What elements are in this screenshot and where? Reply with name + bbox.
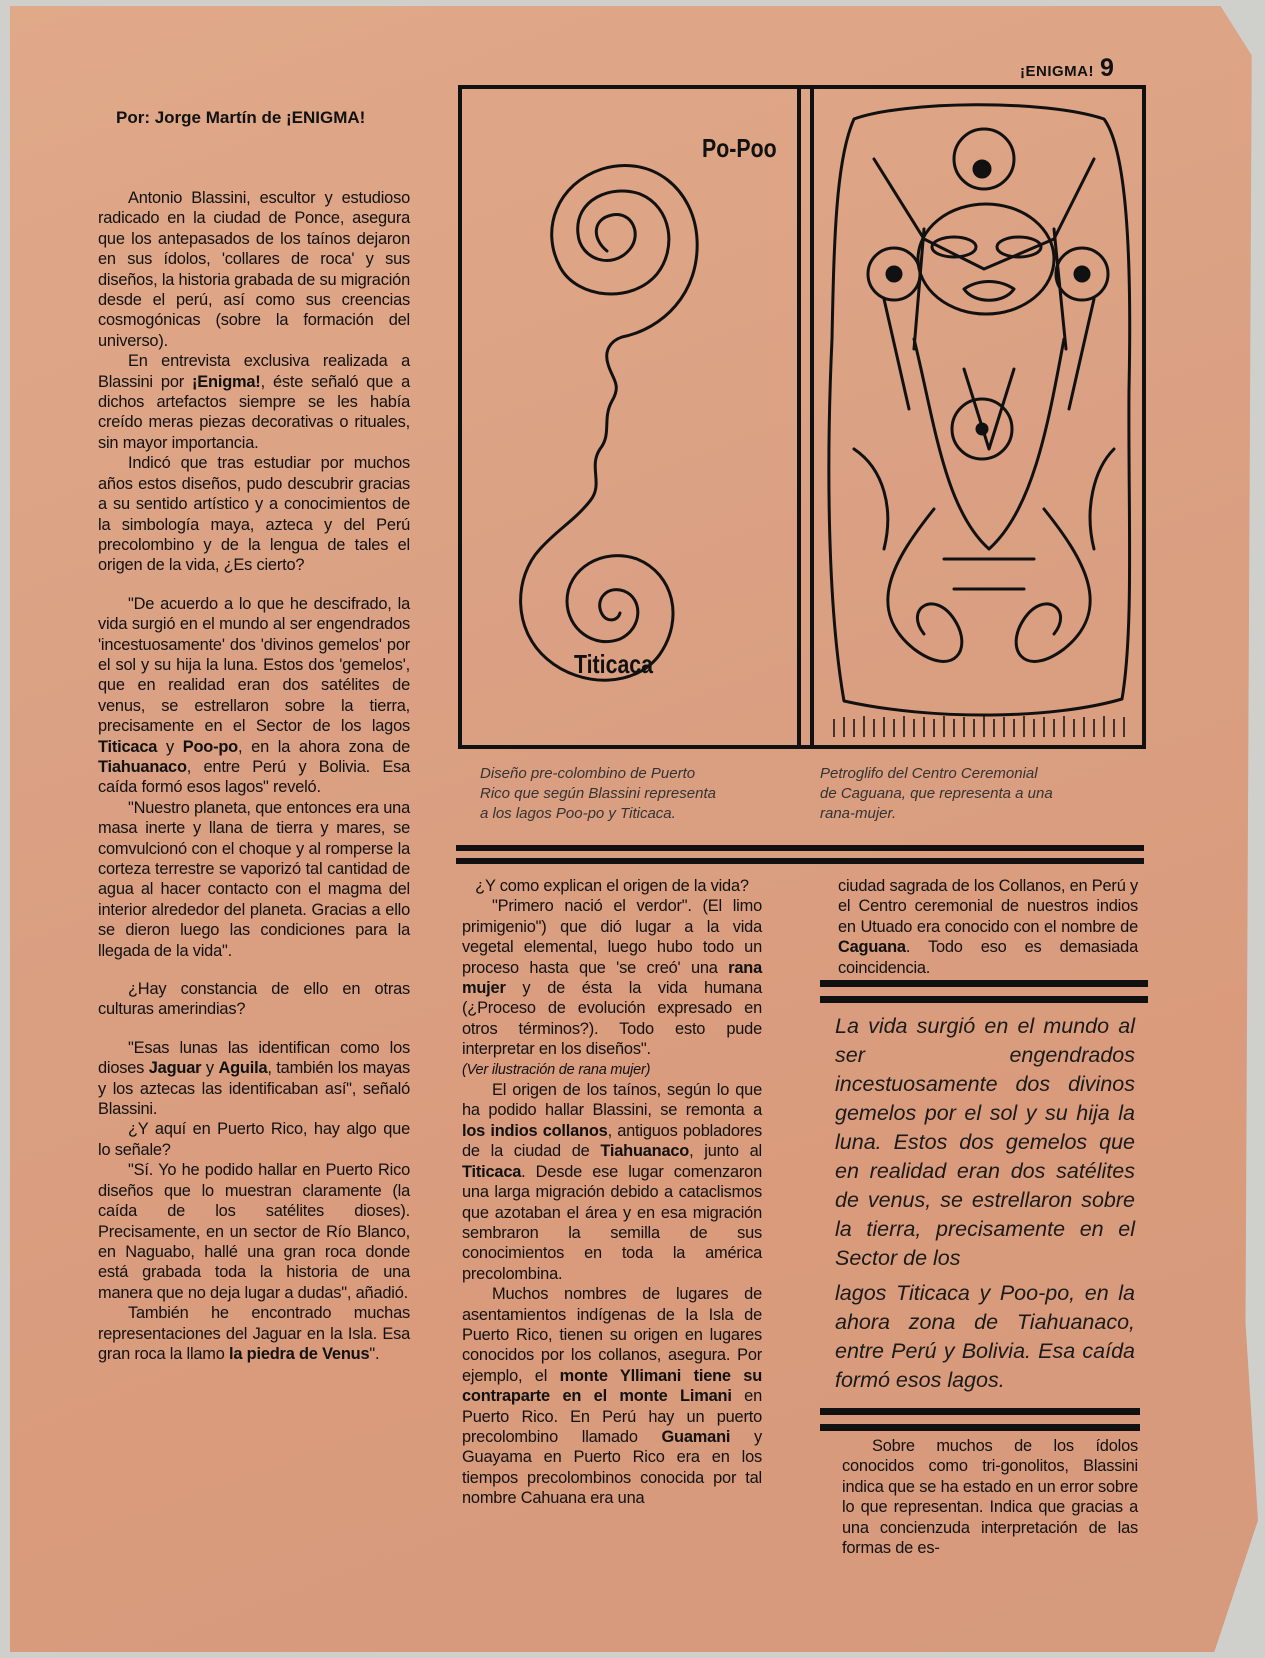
article-column-1 xyxy=(98,188,410,1364)
paragraph: Sobre muchos de los ídolos conocidos como tri-gonolitos, Blassini indica que se ha estado en un error sobre lo que representan. Indica que gracias a una concienzuda interpretación de las formas de es- xyxy=(842,1437,1138,1558)
label-titicaca: Titicaca xyxy=(574,649,654,679)
separator-rule xyxy=(456,858,1144,864)
interview-question: ¿Y como explican el origen de la vida? xyxy=(475,877,749,895)
separator-rule xyxy=(820,980,1148,987)
spiral-design-panel xyxy=(462,89,801,745)
paragraph: Muchos nombres de lugares de asentamientos indígenas de la Isla de Puerto Rico, tienen su origen en lugares conocidos por los collanos, asegura. Por ejemplo, el monte Yllimani tiene su contraparte en el monte Limani en Puerto Rico. En Perú hay un puerto precolombino llamado Guamani y Guayama en Puerto Rico era en los tiempos precolombinos conocida por tal nombre Cahuana era una xyxy=(462,1285,763,1508)
byline: Por: Jorge Martín de ¡ENIGMA! xyxy=(116,108,366,127)
interview-question: ¿Y aquí en Puerto Rico, hay algo que lo señale? xyxy=(98,1120,410,1159)
separator-rule xyxy=(820,1408,1140,1415)
interview-question: ¿Hay constancia de ello en otras culturas amerindias? xyxy=(98,980,410,1019)
article-column-3-continued xyxy=(842,1436,1138,1558)
paragraph: "De acuerdo a lo que he descifrado, la vida surgió en el mundo al ser engendrados 'incestuosamente' dos 'divinos gemelos' por el sol y su hija la luna. Estos dos 'gemelos', que en realidad eran dos satélites de venus, se estrellaron sobre la tierra, precisamente en el Sector de los lagos Titicaca y Poo-po, en la ahora zona de Tiahuanaco, entre Perú y Bolivia. Esa caída formó esos lagos" reveló. xyxy=(98,594,411,797)
paragraph: "Primero nació el verdor". (El limo primigenio") que dió lugar a la vida vegetal elemental, luego hubo todo un proceso hasta que 'se creó' una rana mujer y de ésta la vida humana (¿Proceso de evolución expresado en otros términos?). Todo esto pude interpretar en los diseños". xyxy=(462,897,762,1059)
paragraph: "Sí. Yo he podido hallar en Puerto Rico diseños que lo muestran claramente (la caída de los satélites dioses). Precisamente, en un sector de Río Blanco, en Naguabo, hallé una gran roca donde está grabada toda la historia de una manera que no deja lugar a dudas", añadió. xyxy=(98,1161,410,1302)
separator-rule xyxy=(456,845,1144,851)
illustration-note: (Ver ilustración de rana mujer) xyxy=(462,1061,651,1078)
article-column-3 xyxy=(838,876,1138,978)
caption-right: Petroglifo del Centro Ceremonial de Caguana, que representa a una rana-mujer. xyxy=(820,765,1053,822)
paragraph: Antonio Blassini, escultor y estudioso radicado en la ciudad de Ponce, asegura que los antepasados de los taínos dejaron en sus ídolos, 'collares de roca' y sus diseños, la historia grabada de su migración desde el perú, así como sus creencias cosmogónicas (sobre la formación del universo). xyxy=(98,189,410,350)
illustration-frame xyxy=(458,85,1146,749)
paragraph: "Esas lunas las identifican como los dioses Jaguar y Aguila, también los mayas y los aztecas las identificaban así", señaló Blassini. xyxy=(98,1038,410,1119)
paragraph: Indicó que tras estudiar por muchos años estos diseños, pudo descubrir gracias a su sentido artístico y a conocimientos de la simbología maya, azteca y del Perú precolombino y de la lengua de tales el origen de la vida, ¿Es cierto? xyxy=(98,454,410,575)
caption-left: Diseño pre-colombino de Puerto Rico que según Blassini representa a los lagos Poo-po y Titicaca. xyxy=(480,765,716,822)
paragraph: En entrevista exclusiva realizada a Blassini por ¡Enigma!, éste señaló que a dichos artefactos siempre se les había creído meras piezas decorativas o rituales, sin mayor importancia. xyxy=(98,352,410,452)
pull-quote: La vida surgió en el mundo al ser engendrados incestuosamente dos divinos gemelos por el sol y su hija la luna. Estos dos gemelos que en realidad eran dos satélites de venus, se estrellaron sobre la tierra, precisamente en el Sector de los lagos Titicaca y Poo-po, en la ahora zona de Tiahuanaco, entre Perú y Bolivia. Esa caída formó esos lagos. xyxy=(835,1014,1135,1392)
page-number: 9 xyxy=(1100,54,1114,82)
double-spiral-drawing xyxy=(462,89,797,745)
magazine-name: ¡ENIGMA! xyxy=(1020,63,1094,80)
masthead xyxy=(1020,54,1114,83)
article-column-2 xyxy=(462,876,762,1509)
separator-rule xyxy=(820,996,1148,1003)
paragraph: El origen de los taínos, según lo que ha podido hallar Blassini, se remonta a los indios collanos, antiguos pobladores de la ciudad de Tiahuanaco, junto al Titicaca. Desde ese lugar comenzaron una larga migración debido a cataclismos que azotaban el área y en esa migración sembraron la semilla de sus conocimientos en toda la américa precolombina. xyxy=(462,1081,762,1283)
petroglyph-panel xyxy=(810,89,1146,745)
paragraph: También he encontrado muchas representaciones del Jaguar en la Isla. Esa gran roca la llamo la piedra de Venus". xyxy=(98,1304,410,1363)
frog-woman-petroglyph-drawing xyxy=(814,89,1146,745)
paragraph: ciudad sagrada de los Collanos, en Perú y el Centro ceremonial de nuestros indios en Utuado era conocido con el nombre de Caguana. Todo eso es demasiada coincidencia. xyxy=(838,877,1138,977)
label-po-poo: Po-Poo xyxy=(702,133,777,163)
paragraph: "Nuestro planeta, que entonces era una masa inerte y llana de tierra y mares, se comvulcionó con el choque y al romperse la corteza terrestre se vaporizó tal cantidad de agua al hacer contacto con el magma del interior alrededor del planeta. Gracias a ello se dieron luego las condiciones para la llegada de la vida". xyxy=(98,798,410,960)
separator-rule xyxy=(820,1424,1140,1431)
